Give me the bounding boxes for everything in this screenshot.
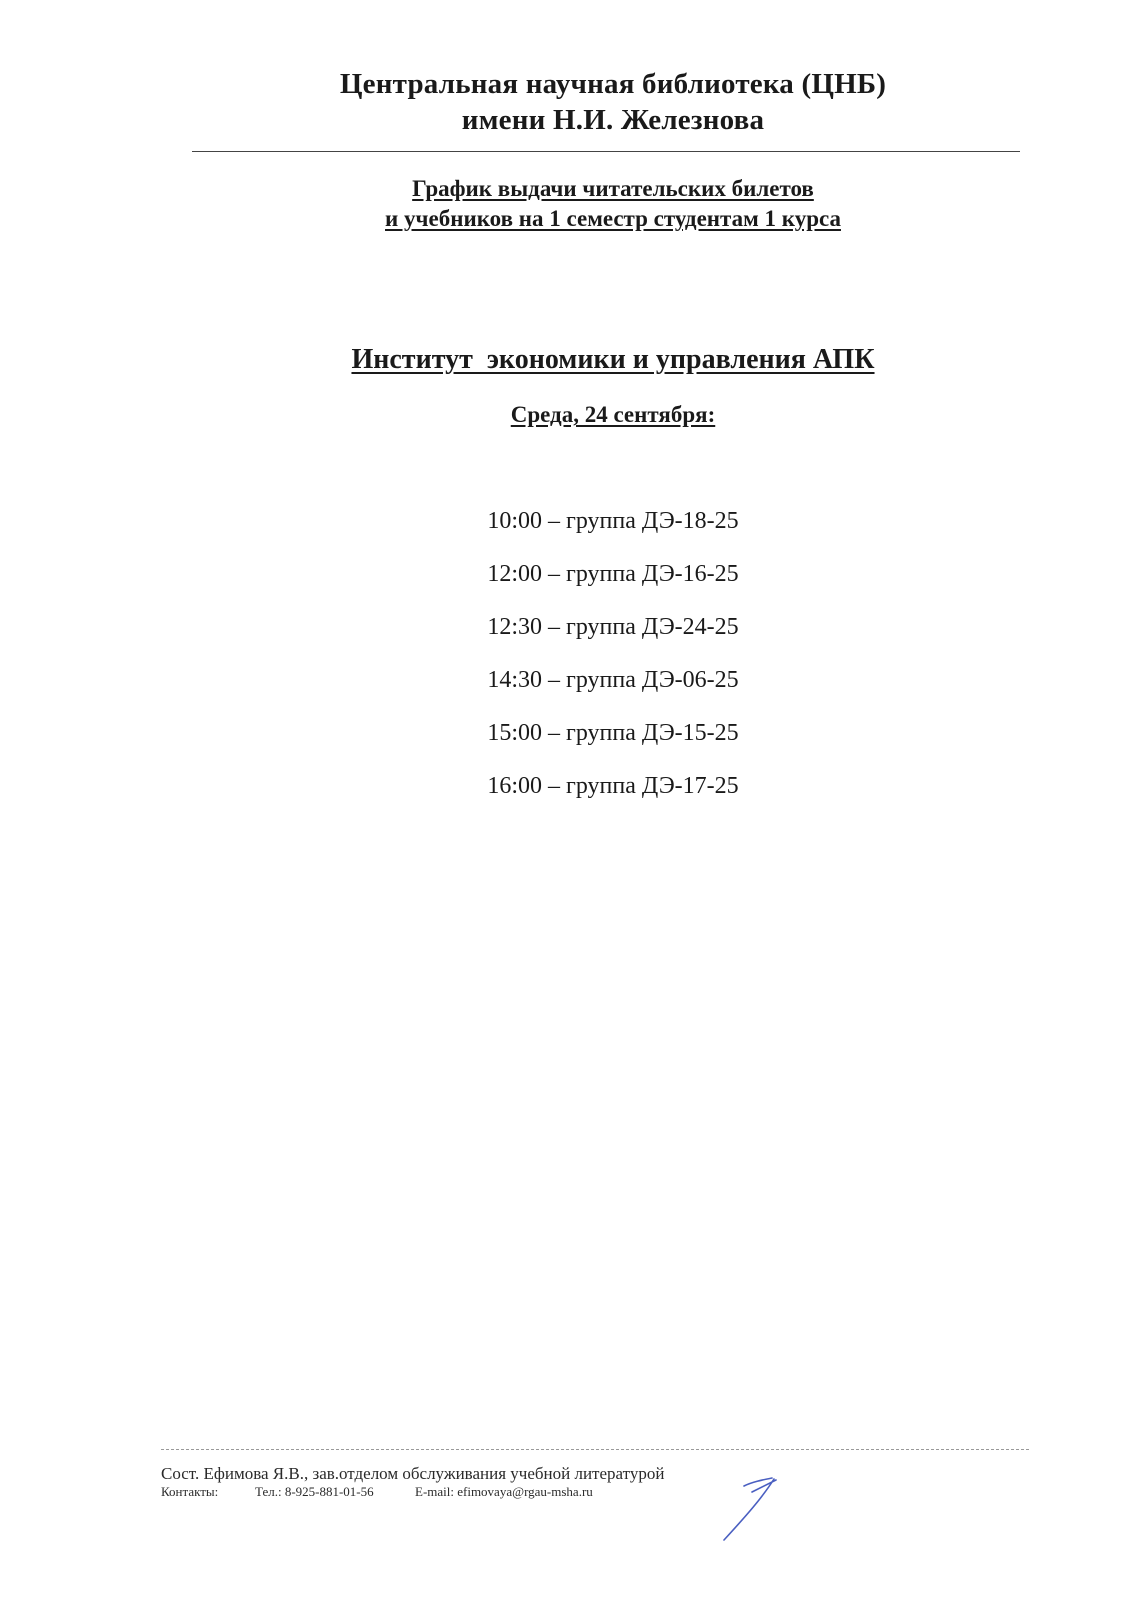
org-title-line-2: имени Н.И. Железнова bbox=[461, 104, 765, 136]
schedule-item: 16:00 – группа ДЭ-17-25 bbox=[487, 773, 739, 799]
schedule-item: 15:00 – группа ДЭ-15-25 bbox=[487, 720, 739, 746]
schedule-item: 12:30 – группа ДЭ-24-25 bbox=[487, 614, 739, 640]
contact-phone: Тел.: 8-925-881-01-56 bbox=[255, 1484, 374, 1499]
date-heading: Среда, 24 сентября: bbox=[510, 402, 716, 427]
contacts-label: Контакты: bbox=[161, 1484, 219, 1499]
schedule-list bbox=[0, 507, 1131, 825]
compiler-line: Сост. Ефимова Я.В., зав.отделом обслуживания учебной литературой bbox=[161, 1464, 665, 1483]
signature-mark bbox=[716, 1470, 784, 1542]
header-divider bbox=[192, 151, 1020, 152]
subtitle-line-2: и учебников на 1 семестр студентам 1 курса bbox=[385, 206, 841, 231]
subtitle-line-1: График выдачи читательских билетов bbox=[412, 176, 814, 201]
schedule-item: 12:00 – группа ДЭ-16-25 bbox=[487, 561, 739, 587]
contact-email: E-mail: efimovaya@rgau-msha.ru bbox=[415, 1484, 593, 1499]
footer-divider bbox=[161, 1449, 1029, 1450]
org-title-line-1: Центральная научная библиотека (ЦНБ) bbox=[339, 68, 887, 100]
institute-heading: Институт экономики и управления АПК bbox=[351, 344, 875, 375]
schedule-item: 14:30 – группа ДЭ-06-25 bbox=[487, 667, 739, 693]
schedule-item: 10:00 – группа ДЭ-18-25 bbox=[487, 508, 739, 534]
contacts-line bbox=[161, 1484, 593, 1500]
